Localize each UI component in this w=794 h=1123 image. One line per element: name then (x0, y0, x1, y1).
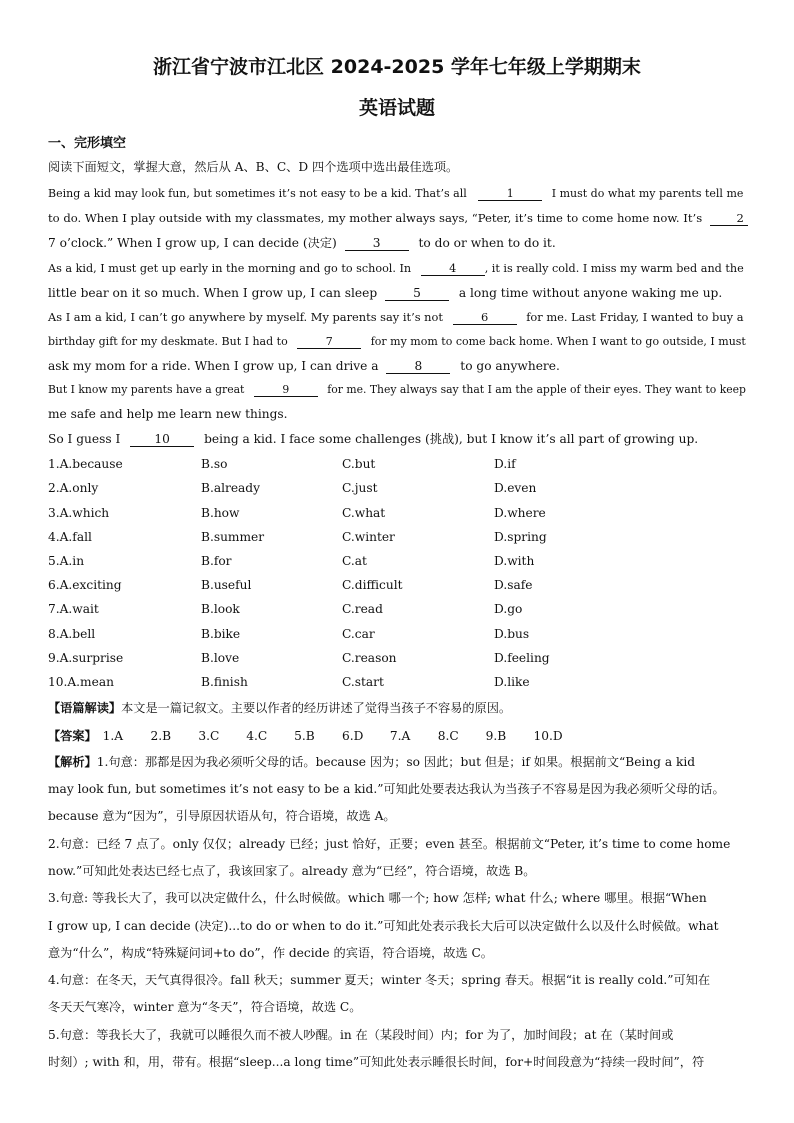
option-row (48, 481, 748, 497)
answer-key (48, 727, 748, 744)
option-row (48, 578, 748, 594)
option-c: C.winter (342, 530, 395, 544)
option-a: 6.A.exciting (48, 578, 122, 592)
explanation-line: 5.句意：等我长大了，我就可以睡很久而不被人吵醒。in 在（某段时间）内；for 为了，加时间段；at 在（某时间或 (48, 1028, 674, 1042)
explanation-line: 意为“什么”，构成“特殊疑问词+to do”，作 decide 的宾语，符合语境，故选 C。 (48, 946, 493, 960)
explanation-line: 4.句意：在冬天，天气真得很冷。fall 秋天；summer 夏天；winter 冬天；spring 春天。根据“it is really cold.”可知在 (48, 973, 711, 987)
option-a: 1.A.because (48, 457, 123, 471)
answer-item: 9.B (485, 729, 507, 743)
blank-8: 8 (386, 360, 450, 374)
answer-item: 1.A (102, 729, 124, 743)
option-a: 7.A.wait (48, 602, 99, 616)
option-d: D.like (494, 675, 530, 689)
option-d: D.safe (494, 578, 533, 592)
option-c: C.difficult (342, 578, 403, 592)
option-c: C.but (342, 457, 376, 471)
passage-line-6: As I am a kid, I can’t go anywhere by myself. My parents say it’s not 6 for me. Last Friday, I wanted to buy a (48, 310, 744, 324)
passage-line-5: little bear on it so much. When I grow up, I can sleep 5 a long time without anyone waking me up. (48, 286, 723, 300)
option-c: C.read (342, 602, 383, 616)
option-d: D.feeling (494, 651, 550, 665)
blank-9: 9 (254, 383, 318, 397)
option-b: B.useful (201, 578, 252, 592)
blank-6: 6 (453, 311, 517, 325)
option-a: 4.A.fall (48, 530, 92, 544)
option-row (48, 675, 748, 691)
option-row (48, 530, 748, 546)
option-b: B.so (201, 457, 228, 471)
option-a: 8.A.bell (48, 627, 96, 641)
option-d: D.bus (494, 627, 530, 641)
option-a: 3.A.which (48, 506, 110, 520)
passage-line-1: Being a kid may look fun, but sometimes it’s not easy to be a kid. That’s all 1 I must do what my parents tell me (48, 187, 744, 200)
blank-4: 4 (421, 262, 485, 276)
option-c: C.just (342, 481, 378, 495)
section-heading: 一、完形填空 (48, 136, 127, 151)
answer-item: 3.C (198, 729, 220, 743)
passage-line-8: ask my mom for a ride. When I grow up, I can drive a 8 to go anywhere. (48, 359, 560, 373)
explanation-line: 时刻）; with 和，用，带有。根据“sleep...a long time”可知此处表示睡很长时间，for+时间段意为“持续一段时间”，符 (48, 1055, 705, 1069)
answer-item: 7.A (389, 729, 411, 743)
option-d: D.go (494, 602, 523, 616)
option-c: C.reason (342, 651, 397, 665)
blank-5: 5 (385, 287, 449, 301)
answer-item: 10.D (533, 729, 563, 743)
passage-line-4: As a kid, I must get up early in the morning and go to school. In 4 , it is really cold. I miss my warm bed and the (48, 262, 744, 275)
option-a: 5.A.in (48, 554, 85, 568)
answer-item: 4.C (246, 729, 268, 743)
answer-item: 6.D (342, 729, 364, 743)
option-b: B.love (201, 651, 240, 665)
explanation-line: because 意为“因为”，引导原因状语从句，符合语境，故选 A。 (48, 809, 396, 823)
passage-line-9: But I know my parents have a great 9 for me. They always say that I am the apple of their eyes. They want to keep (48, 383, 746, 396)
explanation-line: 【解析】1.句意：那都是因为我必须听父母的话。because 因为；so 因此；but 但是；if 如果。根据前文“Being a kid (48, 755, 696, 769)
option-row (48, 651, 748, 667)
option-b: B.finish (201, 675, 248, 689)
option-a: 9.A.surprise (48, 651, 124, 665)
option-row (48, 457, 748, 473)
exam-title: 浙江省宁波市江北区 2024-2025 学年七年级上学期期末 (153, 56, 641, 78)
blank-7: 7 (297, 335, 361, 349)
discourse-analysis-label: 【语篇解读】 (48, 701, 122, 715)
passage-line-3: 7 o’clock.” When I grow up, I can decide (决定) 3 to do or when to do it. (48, 236, 556, 250)
passage-line-10: me safe and help me learn new things. (48, 407, 288, 421)
passage-line-11: So I guess I 10 being a kid. I face some challenges (挑战), but I know it’s all part of growing up. (48, 432, 699, 446)
explanation-line: I grow up, I can decide (决定)...to do or when to do it.”可知此处表示我长大后可以决定做什么以及什么时候做。what (48, 919, 719, 933)
blank-10: 10 (130, 433, 194, 447)
explanation-line: 3.句意: 等我长大了，我可以决定做什么，什么时候做。which 哪一个; how 怎样; what 什么; where 哪里。根据“When (48, 891, 707, 905)
blank-3: 3 (345, 237, 409, 251)
option-row (48, 602, 748, 618)
answer-label: 【答案】 (48, 729, 97, 743)
passage-line-7: birthday gift for my deskmate. But I had to 7 for my mom to come back home. When I want to go outside, I must (48, 335, 746, 348)
blank-2: 2 (710, 212, 748, 226)
answer-item: 5.B (294, 729, 315, 743)
option-c: C.start (342, 675, 384, 689)
option-b: B.look (201, 602, 240, 616)
exam-subtitle: 英语试题 (358, 97, 435, 119)
discourse-analysis-text: 本文是一篇记叙文。主要以作者的经历讲述了觉得当孩子不容易的原因。 (121, 701, 512, 715)
option-d: D.if (494, 457, 516, 471)
answer-item: 2.B (150, 729, 172, 743)
option-c: C.car (342, 627, 375, 641)
option-d: D.with (494, 554, 535, 568)
option-b: B.how (201, 506, 240, 520)
option-d: D.even (494, 481, 537, 495)
explanation-line: now.”可知此处表达已经七点了，我该回家了。already 意为“已经”，符合语境，故选 B。 (48, 864, 536, 878)
option-c: C.at (342, 554, 367, 568)
option-a: 2.A.only (48, 481, 99, 495)
explanation-line: may look fun, but sometimes it’s not easy to be a kid.”可知此处要表达我认为当孩子不容易是因为我必须听父母的话。 (48, 782, 725, 796)
option-b: B.for (201, 554, 232, 568)
explanation-line: 2.句意：已经 7 点了。only 仅仅；already 已经；just 恰好，正要；even 甚至。根据前文“Peter, it’s time to come home (48, 837, 731, 851)
option-row (48, 506, 748, 522)
answer-item: 8.C (437, 729, 459, 743)
option-row (48, 554, 748, 570)
option-d: D.where (494, 506, 546, 520)
option-b: B.bike (201, 627, 241, 641)
discourse-analysis (48, 700, 748, 716)
option-c: C.what (342, 506, 386, 520)
option-row (48, 627, 748, 643)
option-d: D.spring (494, 530, 547, 544)
explanation-label: 【解析】 (48, 755, 97, 769)
explanation-line: 冬天天气寒冷，winter 意为“冬天”，符合语境，故选 C。 (48, 1000, 362, 1014)
option-b: B.summer (201, 530, 265, 544)
option-a: 10.A.mean (48, 675, 114, 689)
passage-line-2: to do. When I play outside with my classmates, my mother always says, “Peter, it’s time to come home now. It’s 2 (48, 210, 748, 226)
option-b: B.already (201, 481, 260, 495)
instruction: 阅读下面短文，掌握大意，然后从 A、B、C、D 四个选项中选出最佳选项。 (48, 160, 459, 174)
blank-1: 1 (478, 187, 542, 201)
